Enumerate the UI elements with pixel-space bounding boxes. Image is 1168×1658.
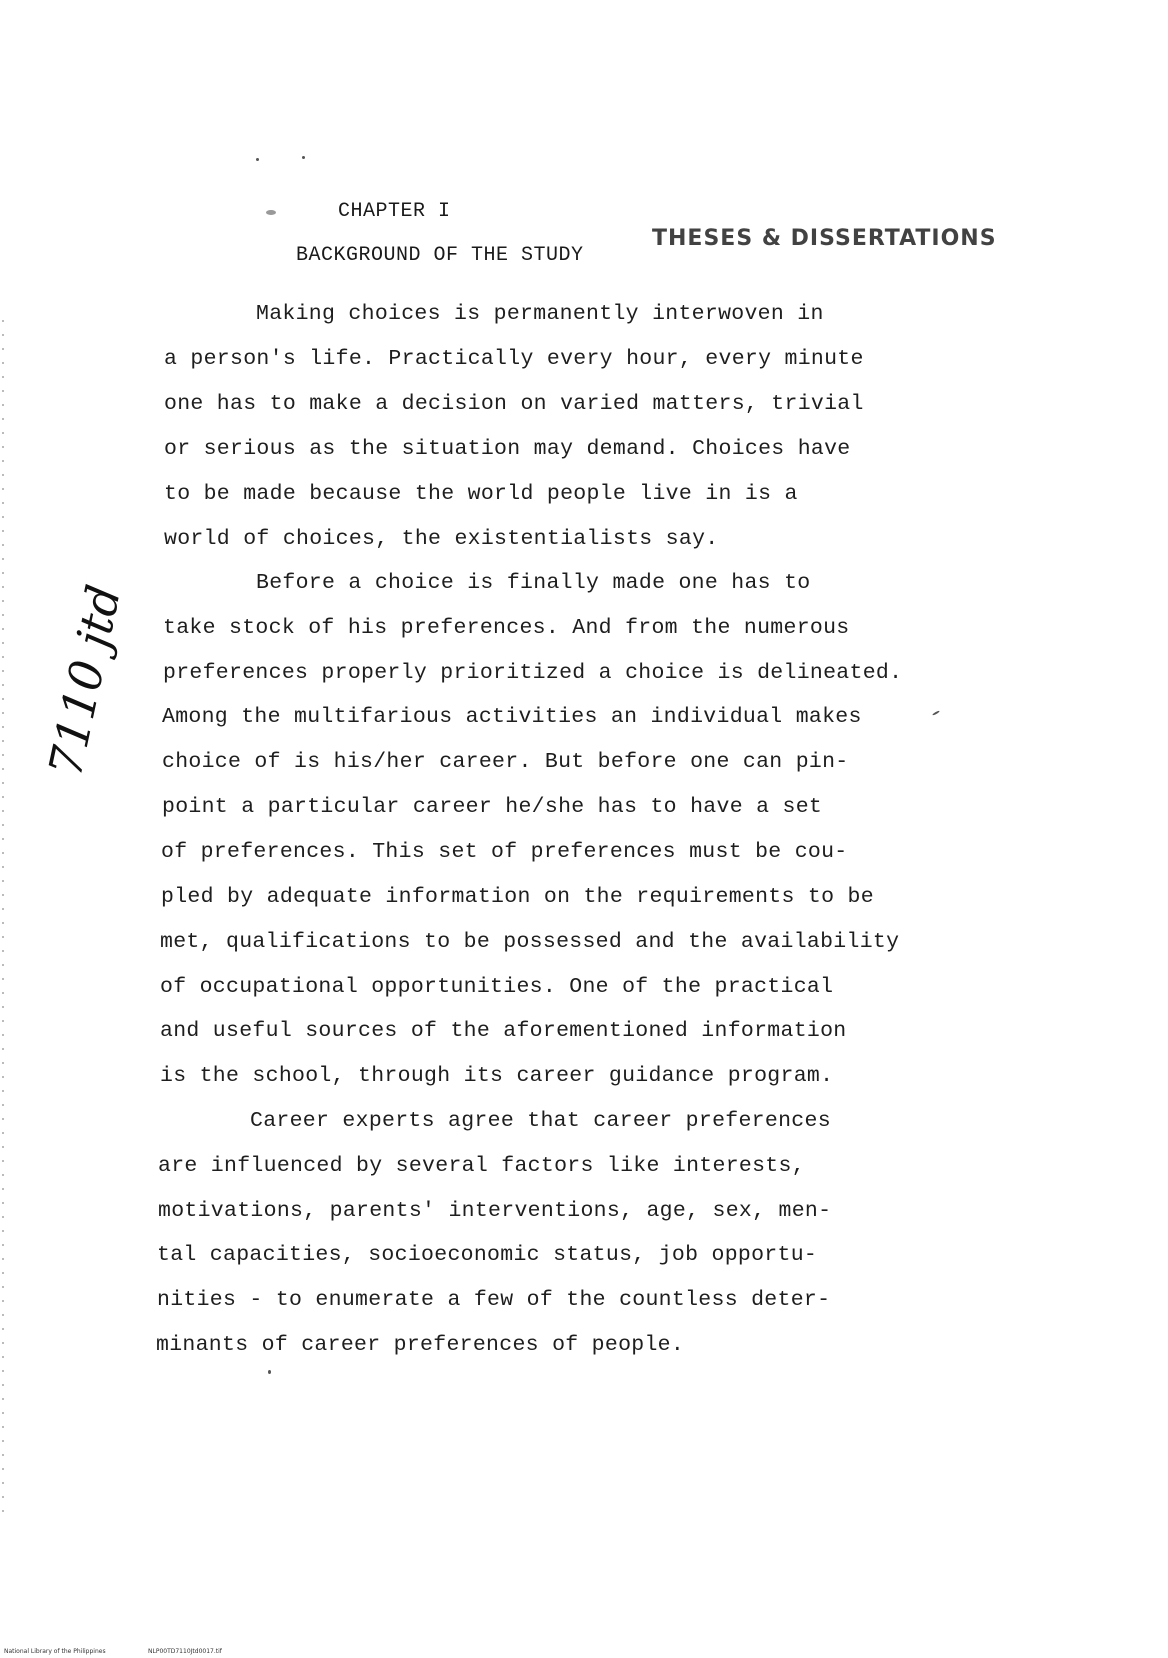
- body-line: Career experts agree that career preferences: [250, 1109, 831, 1133]
- body-line: is the school, through its career guidance program.: [160, 1064, 834, 1088]
- body-line: to be made because the world people live in is a: [164, 482, 798, 506]
- body-line: and useful sources of the aforementioned information: [160, 1019, 847, 1043]
- body-line: minants of career preferences of people.: [156, 1333, 685, 1357]
- scan-speck: [302, 156, 305, 159]
- body-line: or serious as the situation may demand. Choices have: [164, 437, 851, 461]
- scan-speck: [932, 710, 940, 716]
- body-line: a person's life. Practically every hour, every minute: [164, 347, 864, 371]
- body-line: of preferences. This set of preferences must be cou-: [161, 840, 848, 864]
- body-line: one has to make a decision on varied matters, trivial: [164, 392, 864, 416]
- body-line: of occupational opportunities. One of the practical: [160, 975, 834, 999]
- body-line: world of choices, the existentialists say.: [164, 527, 719, 551]
- body-line: point a particular career he/she has to have a set: [162, 795, 823, 819]
- body-line: Among the multifarious activities an individual makes: [162, 705, 862, 729]
- theses-stamp: THESES & DISSERTATIONS: [652, 226, 997, 251]
- handwritten-call-number: 7110 jtd: [38, 580, 132, 782]
- body-line: tal capacities, socioeconomic status, job opportu-: [157, 1243, 818, 1267]
- scan-speck: [268, 1370, 271, 1374]
- body-line: pled by adequate information on the requirements to be: [161, 885, 874, 909]
- body-line: preferences properly prioritized a choice is delineated.: [163, 661, 903, 685]
- scan-speck: [266, 210, 276, 215]
- section-title: BACKGROUND OF THE STUDY: [296, 244, 584, 267]
- body-line: Making choices is permanently interwoven in: [256, 302, 824, 326]
- body-line: nities - to enumerate a few of the countless deter-: [157, 1288, 831, 1312]
- body-line: choice of is his/her career. But before one can pin-: [162, 750, 849, 774]
- scan-edge-marks: [2, 320, 4, 1520]
- body-line: Before a choice is finally made one has to: [256, 571, 811, 595]
- body-line: motivations, parents' interventions, age, sex, men-: [158, 1199, 832, 1223]
- body-line: met, qualifications to be possessed and the availability: [160, 930, 900, 954]
- footer-library-label: National Library of the Philippines: [4, 1648, 106, 1655]
- scan-speck: [256, 158, 259, 161]
- body-line: take stock of his preferences. And from the numerous: [163, 616, 850, 640]
- body-line: are influenced by several factors like interests,: [158, 1154, 805, 1178]
- chapter-title: CHAPTER I: [338, 200, 451, 223]
- footer-file-id: NLP00TD7110Jtd0017.tif: [148, 1648, 222, 1655]
